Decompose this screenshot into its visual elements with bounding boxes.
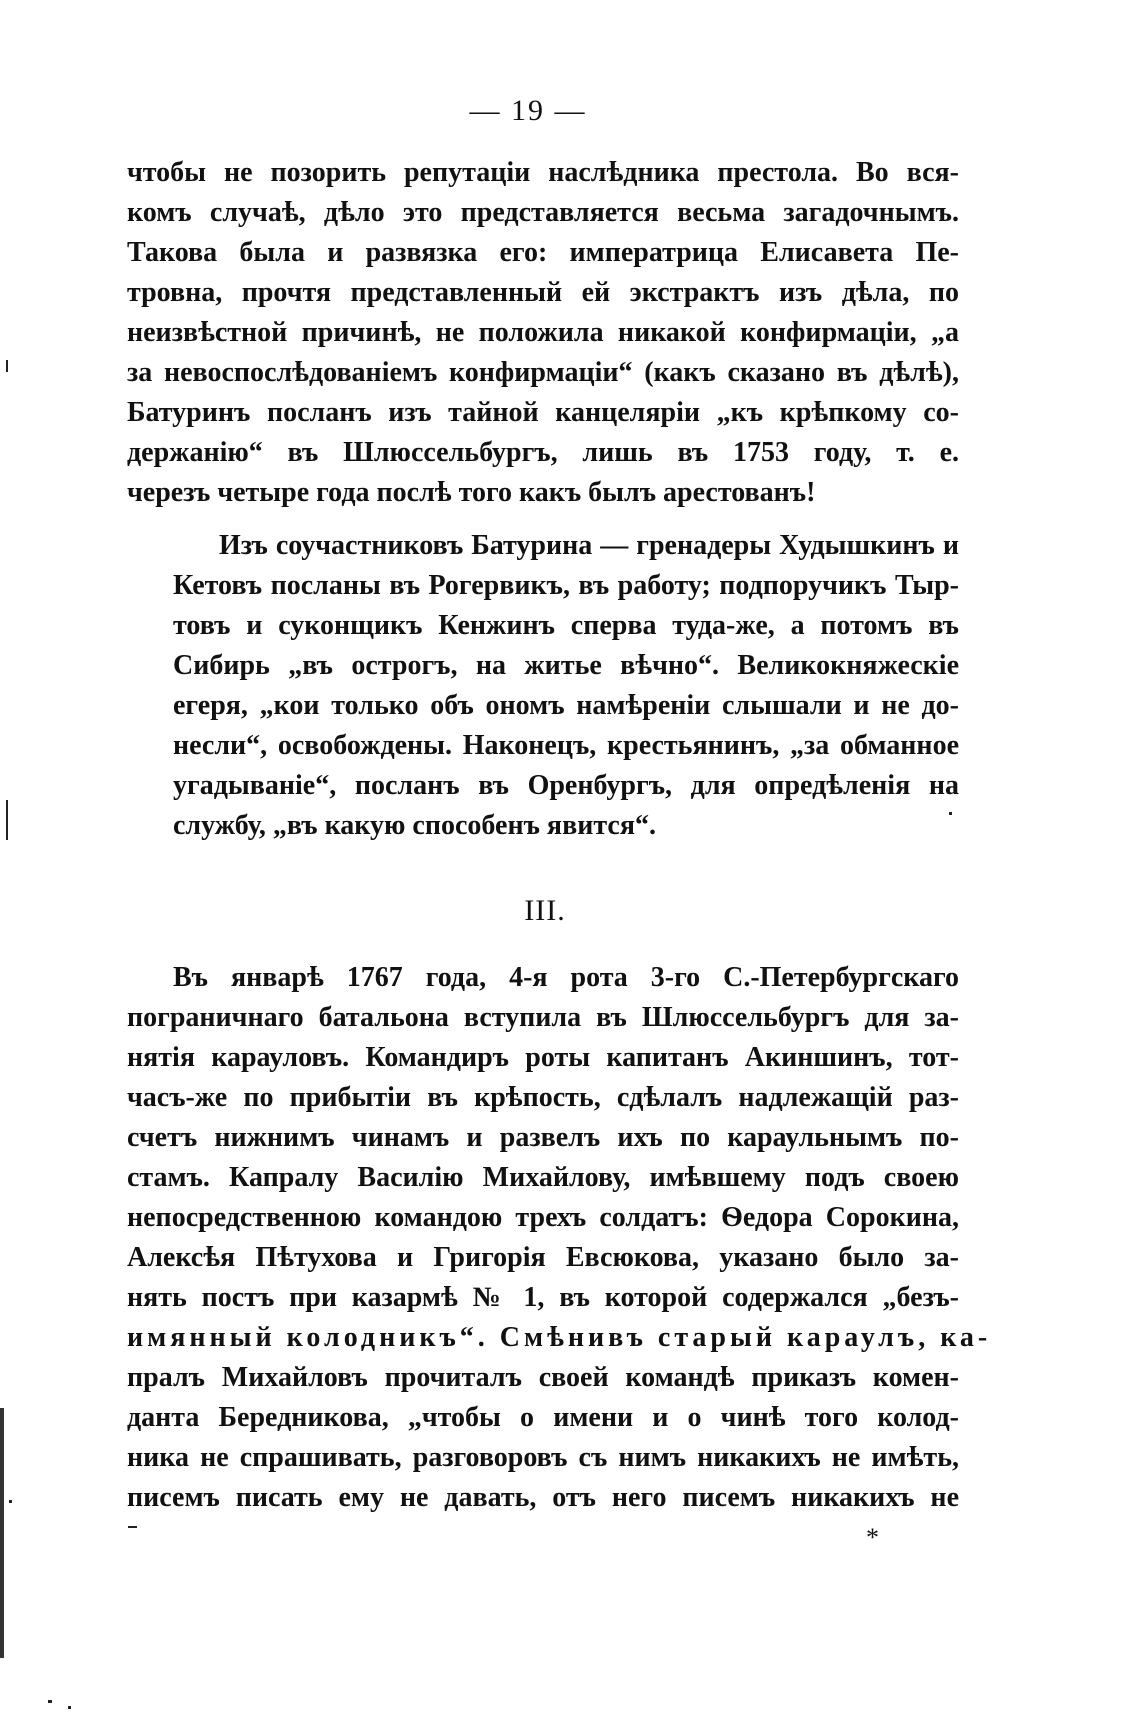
text-line: Сибирь „въ острогъ, на житье вѣчно“. Великокняжескіе [173,650,959,681]
text-line: несли“, освобождены. Наконецъ, крестьянинъ, „за обманное [173,730,959,761]
text-line: стамъ. Капралу Василію Михайлову, имѣвшему подъ своею [127,1162,959,1193]
text-line: Батуринъ посланъ изъ тайной канцеляріи „къ крѣпкому со- [127,397,959,428]
text-line: пограничнаго батальона вступила въ Шлюссельбургъ для за- [127,1002,959,1033]
text-line: службу, „въ какую способенъ явится“. [173,810,656,841]
signature-mark: * [866,1523,879,1552]
text-line: угадываніе“, посланъ въ Оренбургъ, для опредѣленія на [173,770,959,801]
text-line: счетъ нижнимъ чинамъ и развелъ ихъ по караульнымъ по- [127,1122,959,1153]
paragraph-1-body [127,153,959,513]
text-line: Изъ соучастниковъ Батурина — гренадеры Худышкинъ и [219,530,959,561]
page-number: — 19 — [469,94,587,127]
text-line: товъ и суконщикъ Кенжинъ сперва туда-же, а потомъ въ [173,610,959,641]
text-line: Кетовъ посланы въ Рогервикъ, въ работу; подпоручикъ Тыр- [173,570,959,601]
text-line: пралъ Михайловъ прочиталъ своей командѣ приказъ комен- [127,1362,959,1393]
scan-speck [6,800,8,840]
scan-speck [68,1706,71,1709]
text-line: Алексѣя Пѣтухова и Григорія Евсюкова, указано было за- [127,1242,959,1273]
text-line: за невоспослѣдованіемъ конфирмаціи“ (какъ сказано въ дѣлѣ), [127,357,959,388]
text-line: Такова была и развязка его: императрица Елисавета Пе- [127,237,959,268]
text-line: непосредственною командою трехъ солдатъ: Ѳедора Сорокина, [127,1202,959,1233]
text-line: комъ случаѣ, дѣло это представляется весьма загадочнымъ. [127,197,959,228]
text-line: тровна, прочтя представленный ей экстрактъ изъ дѣла, по [127,277,959,308]
scan-speck [6,360,8,372]
paragraph-3-body [127,958,992,1518]
text-line: часъ-же по прибытіи въ крѣпость, сдѣлалъ надлежащій раз- [127,1082,959,1113]
text-line: имянный колодникъ“. Смѣнивъ старый караулъ, ка- [127,1322,992,1353]
text-line: держанію“ въ Шлюссельбургъ, лишь въ 1753 году, т. е. [127,437,959,468]
paragraph-2 [127,526,959,846]
text-line: нять постъ при казармѣ № 1, въ которой содержался „безъ- [127,1282,959,1313]
paragraph-2-body [127,526,959,846]
text-line: черезъ четыре года послѣ того какъ былъ арестованъ! [127,477,816,508]
paragraph-3 [127,958,992,1518]
scan-edge-artifact [0,1408,4,1658]
paragraph-1 [127,153,959,513]
scan-speck [949,812,952,815]
text-line: нятія карауловъ. Командиръ роты капитанъ Акиншинъ, тот- [127,1042,959,1073]
scan-speck [48,1700,52,1703]
text-line: егеря, „кои только объ ономъ намѣреніи слышали и не до- [173,690,959,721]
text-line: писемъ писать ему не давать, отъ него писемъ никакихъ не [127,1482,959,1513]
text-line: ника не спрашивать, разговоровъ съ нимъ никакихъ не имѣть, [127,1442,959,1473]
text-line: Въ январѣ 1767 года, 4-я рота 3-го С.-Петербургскаго [173,962,959,993]
section-heading: III. [524,894,566,927]
text-line: чтобы не позорить репутаціи наслѣдника престола. Во вся- [127,157,959,188]
text-line: неизвѣстной причинѣ, не положила никакой конфирмаціи, „а [127,317,959,348]
scan-speck [128,1526,137,1528]
scan-speck [9,1500,12,1503]
text-line: данта Бередникова, „чтобы о имени и о чинѣ того колод- [127,1402,959,1433]
